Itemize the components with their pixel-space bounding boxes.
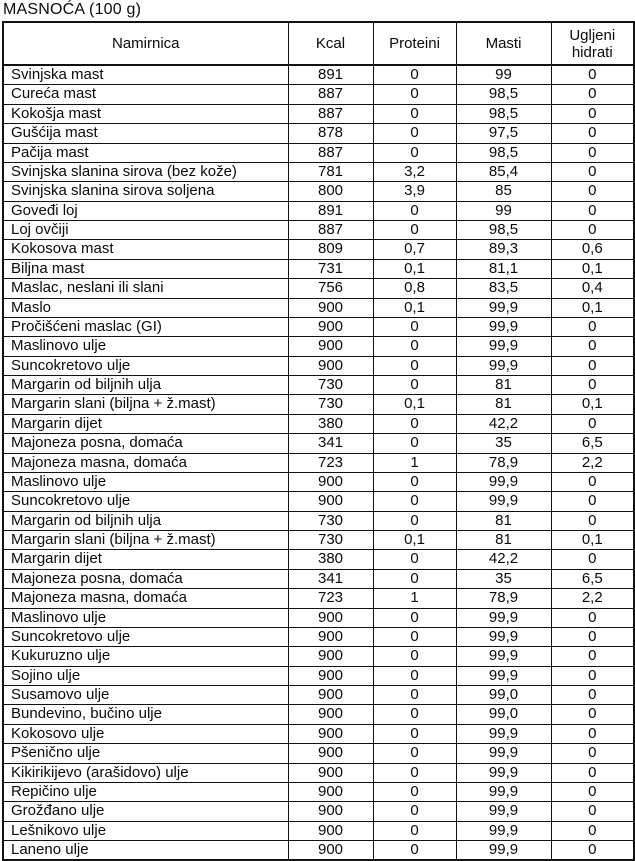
value-cell: 781	[288, 162, 373, 181]
value-cell: 0	[551, 104, 634, 123]
food-name-cell: Margarin dijet	[3, 414, 288, 433]
value-cell: 891	[288, 65, 373, 85]
food-name-cell: Cureća mast	[3, 85, 288, 104]
value-cell: 0	[373, 569, 456, 588]
food-name-cell: Svinjska mast	[3, 65, 288, 85]
table-row	[3, 550, 634, 569]
table-row	[3, 802, 634, 821]
value-cell: 0	[551, 356, 634, 375]
value-cell: 0	[551, 85, 634, 104]
value-cell: 0	[373, 85, 456, 104]
table-row	[3, 65, 634, 85]
value-cell: 81	[456, 395, 551, 414]
table-row	[3, 376, 634, 395]
value-cell: 98,5	[456, 143, 551, 162]
table-row	[3, 279, 634, 298]
table-row	[3, 821, 634, 840]
table-row	[3, 85, 634, 104]
value-cell: 0	[551, 337, 634, 356]
value-cell: 900	[288, 627, 373, 646]
table-row	[3, 744, 634, 763]
value-cell: 99,9	[456, 666, 551, 685]
value-cell: 99,9	[456, 627, 551, 646]
value-cell: 0	[373, 434, 456, 453]
value-cell: 99,9	[456, 337, 551, 356]
value-cell: 900	[288, 763, 373, 782]
value-cell: 3,2	[373, 162, 456, 181]
value-cell: 0	[373, 317, 456, 336]
food-name-cell: Majoneza masna, domaća	[3, 453, 288, 472]
table-row	[3, 434, 634, 453]
value-cell: 723	[288, 589, 373, 608]
value-cell: 99,9	[456, 472, 551, 491]
table-row	[3, 240, 634, 259]
value-cell: 2,2	[551, 589, 634, 608]
value-cell: 99,9	[456, 763, 551, 782]
value-cell: 0	[551, 744, 634, 763]
value-cell: 99	[456, 65, 551, 85]
value-cell: 0	[551, 124, 634, 143]
value-cell: 0	[373, 104, 456, 123]
value-cell: 81	[456, 511, 551, 530]
food-name-cell: Pačija mast	[3, 143, 288, 162]
table-row	[3, 608, 634, 627]
value-cell: 81	[456, 531, 551, 550]
food-name-cell: Suncokretovo ulje	[3, 627, 288, 646]
value-cell: 99,0	[456, 705, 551, 724]
value-cell: 900	[288, 472, 373, 491]
table-row	[3, 686, 634, 705]
food-name-cell: Susamovo ulje	[3, 686, 288, 705]
value-cell: 380	[288, 550, 373, 569]
value-cell: 900	[288, 666, 373, 685]
table-row	[3, 298, 634, 317]
value-cell: 1	[373, 589, 456, 608]
value-cell: 0	[551, 763, 634, 782]
food-name-cell: Svinjska slanina sirova soljena	[3, 182, 288, 201]
value-cell: 900	[288, 298, 373, 317]
table-row	[3, 511, 634, 530]
value-cell: 85,4	[456, 162, 551, 181]
value-cell: 731	[288, 259, 373, 278]
food-name-cell: Maslinovo ulje	[3, 608, 288, 627]
food-name-cell: Kokosova mast	[3, 240, 288, 259]
table-row	[3, 569, 634, 588]
value-cell: 0	[551, 802, 634, 821]
value-cell: 99	[456, 201, 551, 220]
value-cell: 0	[551, 821, 634, 840]
value-cell: 0	[373, 65, 456, 85]
table-row	[3, 724, 634, 743]
value-cell: 85	[456, 182, 551, 201]
value-cell: 0	[373, 472, 456, 491]
table-row	[3, 763, 634, 782]
food-name-cell: Sojino ulje	[3, 666, 288, 685]
value-cell: 887	[288, 104, 373, 123]
value-cell: 900	[288, 802, 373, 821]
value-cell: 78,9	[456, 453, 551, 472]
table-row	[3, 259, 634, 278]
value-cell: 900	[288, 841, 373, 861]
value-cell: 0	[551, 492, 634, 511]
table-row	[3, 492, 634, 511]
value-cell: 81	[456, 376, 551, 395]
food-name-cell: Biljna mast	[3, 259, 288, 278]
table-row	[3, 782, 634, 801]
table-row	[3, 221, 634, 240]
value-cell: 99,9	[456, 744, 551, 763]
value-cell: 0	[373, 414, 456, 433]
value-cell: 3,9	[373, 182, 456, 201]
nutrition-table	[2, 21, 635, 861]
value-cell: 0	[373, 337, 456, 356]
value-cell: 6,5	[551, 434, 634, 453]
value-cell: 900	[288, 821, 373, 840]
food-name-cell: Maslinovo ulje	[3, 337, 288, 356]
value-cell: 0	[373, 201, 456, 220]
column-header-masti: Masti	[456, 22, 551, 65]
food-name-cell: Maslinovo ulje	[3, 472, 288, 491]
value-cell: 42,2	[456, 414, 551, 433]
value-cell: 0,7	[373, 240, 456, 259]
table-row	[3, 182, 634, 201]
table-row	[3, 647, 634, 666]
table-row	[3, 395, 634, 414]
value-cell: 99,9	[456, 298, 551, 317]
value-cell: 0	[373, 550, 456, 569]
table-row	[3, 705, 634, 724]
column-header-ugljeni-hidrati: Ugljeni hidrati	[551, 22, 634, 65]
food-name-cell: Lešnikovo ulje	[3, 821, 288, 840]
table-row	[3, 201, 634, 220]
table-row	[3, 414, 634, 433]
value-cell: 35	[456, 434, 551, 453]
table-row	[3, 317, 634, 336]
table-body	[3, 65, 634, 860]
food-name-cell: Maslac, neslani ili slani	[3, 279, 288, 298]
value-cell: 900	[288, 492, 373, 511]
value-cell: 0	[373, 782, 456, 801]
value-cell: 0	[551, 221, 634, 240]
value-cell: 341	[288, 434, 373, 453]
value-cell: 6,5	[551, 569, 634, 588]
value-cell: 0	[551, 705, 634, 724]
value-cell: 0	[551, 201, 634, 220]
value-cell: 0	[551, 472, 634, 491]
table-row	[3, 841, 634, 861]
value-cell: 0,1	[551, 298, 634, 317]
table-row	[3, 453, 634, 472]
value-cell: 0	[373, 608, 456, 627]
food-name-cell: Suncokretovo ulje	[3, 356, 288, 375]
value-cell: 0	[373, 376, 456, 395]
value-cell: 78,9	[456, 589, 551, 608]
value-cell: 0	[373, 744, 456, 763]
value-cell: 0	[373, 511, 456, 530]
value-cell: 800	[288, 182, 373, 201]
value-cell: 0,1	[373, 259, 456, 278]
value-cell: 887	[288, 143, 373, 162]
value-cell: 900	[288, 686, 373, 705]
value-cell: 0	[551, 143, 634, 162]
value-cell: 0	[373, 492, 456, 511]
food-name-cell: Maslo	[3, 298, 288, 317]
food-name-cell: Kikirikijevo (arašidovo) ulje	[3, 763, 288, 782]
value-cell: 2,2	[551, 453, 634, 472]
food-name-cell: Repičino ulje	[3, 782, 288, 801]
food-name-cell: Goveđi loj	[3, 201, 288, 220]
value-cell: 0	[551, 414, 634, 433]
food-name-cell: Loj ovčiji	[3, 221, 288, 240]
value-cell: 98,5	[456, 221, 551, 240]
value-cell: 99,9	[456, 802, 551, 821]
value-cell: 730	[288, 511, 373, 530]
table-row	[3, 124, 634, 143]
value-cell: 900	[288, 337, 373, 356]
table-row	[3, 337, 634, 356]
value-cell: 0,1	[373, 531, 456, 550]
value-cell: 0	[551, 317, 634, 336]
food-name-cell: Svinjska slanina sirova (bez kože)	[3, 162, 288, 181]
value-cell: 0	[551, 724, 634, 743]
food-name-cell: Suncokretovo ulje	[3, 492, 288, 511]
value-cell: 0	[551, 182, 634, 201]
value-cell: 83,5	[456, 279, 551, 298]
table-row	[3, 627, 634, 646]
food-name-cell: Kukuruzno ulje	[3, 647, 288, 666]
food-name-cell: Kokosovo ulje	[3, 724, 288, 743]
food-name-cell: Margarin od biljnih ulja	[3, 376, 288, 395]
value-cell: 0	[551, 782, 634, 801]
value-cell: 756	[288, 279, 373, 298]
table-header-row	[3, 22, 634, 65]
value-cell: 97,5	[456, 124, 551, 143]
value-cell: 0	[551, 686, 634, 705]
value-cell: 0	[551, 608, 634, 627]
value-cell: 900	[288, 744, 373, 763]
value-cell: 0	[373, 686, 456, 705]
value-cell: 89,3	[456, 240, 551, 259]
column-header-namirnica: Namirnica	[3, 22, 288, 65]
value-cell: 0	[551, 647, 634, 666]
value-cell: 0	[551, 841, 634, 861]
value-cell: 0,1	[551, 395, 634, 414]
food-name-cell: Kokošja mast	[3, 104, 288, 123]
food-name-cell: Laneno ulje	[3, 841, 288, 861]
value-cell: 0,4	[551, 279, 634, 298]
value-cell: 99,9	[456, 724, 551, 743]
value-cell: 99,9	[456, 608, 551, 627]
value-cell: 1	[373, 453, 456, 472]
table-row	[3, 589, 634, 608]
value-cell: 0	[373, 221, 456, 240]
value-cell: 341	[288, 569, 373, 588]
food-name-cell: Majoneza posna, domaća	[3, 569, 288, 588]
table-row	[3, 666, 634, 685]
food-name-cell: Margarin slani (biljna + ž.mast)	[3, 531, 288, 550]
food-name-cell: Margarin od biljnih ulja	[3, 511, 288, 530]
column-header-proteini: Proteini	[373, 22, 456, 65]
food-name-cell: Margarin dijet	[3, 550, 288, 569]
value-cell: 900	[288, 782, 373, 801]
value-cell: 0	[373, 802, 456, 821]
value-cell: 0	[373, 356, 456, 375]
value-cell: 0,1	[373, 298, 456, 317]
value-cell: 900	[288, 705, 373, 724]
value-cell: 0	[373, 705, 456, 724]
value-cell: 0	[373, 724, 456, 743]
value-cell: 0	[373, 821, 456, 840]
value-cell: 99,9	[456, 356, 551, 375]
value-cell: 900	[288, 724, 373, 743]
value-cell: 35	[456, 569, 551, 588]
table-row	[3, 104, 634, 123]
value-cell: 900	[288, 317, 373, 336]
value-cell: 900	[288, 647, 373, 666]
value-cell: 99,9	[456, 821, 551, 840]
value-cell: 99,0	[456, 686, 551, 705]
value-cell: 0	[373, 666, 456, 685]
value-cell: 900	[288, 608, 373, 627]
value-cell: 730	[288, 376, 373, 395]
food-name-cell: Margarin slani (biljna + ž.mast)	[3, 395, 288, 414]
value-cell: 0	[551, 550, 634, 569]
value-cell: 730	[288, 531, 373, 550]
value-cell: 0,8	[373, 279, 456, 298]
table-row	[3, 356, 634, 375]
value-cell: 98,5	[456, 104, 551, 123]
table-row	[3, 162, 634, 181]
value-cell: 99,9	[456, 492, 551, 511]
value-cell: 380	[288, 414, 373, 433]
value-cell: 887	[288, 221, 373, 240]
food-name-cell: Grožđano ulje	[3, 802, 288, 821]
value-cell: 809	[288, 240, 373, 259]
value-cell: 0	[551, 65, 634, 85]
food-name-cell: Pšenično ulje	[3, 744, 288, 763]
table-row	[3, 472, 634, 491]
page-title: MASNOĆA (100 g)	[3, 1, 142, 18]
value-cell: 0	[373, 841, 456, 861]
value-cell: 42,2	[456, 550, 551, 569]
value-cell: 0	[373, 627, 456, 646]
value-cell: 0	[373, 647, 456, 666]
value-cell: 99,9	[456, 647, 551, 666]
food-name-cell: Pročišćeni maslac (GI)	[3, 317, 288, 336]
value-cell: 81,1	[456, 259, 551, 278]
value-cell: 900	[288, 356, 373, 375]
value-cell: 891	[288, 201, 373, 220]
value-cell: 0,6	[551, 240, 634, 259]
value-cell: 0	[551, 627, 634, 646]
value-cell: 0,1	[551, 259, 634, 278]
value-cell: 98,5	[456, 85, 551, 104]
value-cell: 0	[373, 763, 456, 782]
value-cell: 0	[551, 511, 634, 530]
value-cell: 0,1	[373, 395, 456, 414]
food-name-cell: Gušćija mast	[3, 124, 288, 143]
column-header-kcal: Kcal	[288, 22, 373, 65]
value-cell: 0	[373, 143, 456, 162]
table-row	[3, 143, 634, 162]
food-name-cell: Bundevino, bučino ulje	[3, 705, 288, 724]
value-cell: 99,9	[456, 841, 551, 861]
value-cell: 0,1	[551, 531, 634, 550]
table-row	[3, 531, 634, 550]
value-cell: 730	[288, 395, 373, 414]
food-name-cell: Majoneza masna, domaća	[3, 589, 288, 608]
value-cell: 0	[373, 124, 456, 143]
value-cell: 878	[288, 124, 373, 143]
value-cell: 99,9	[456, 782, 551, 801]
value-cell: 723	[288, 453, 373, 472]
value-cell: 0	[551, 666, 634, 685]
value-cell: 0	[551, 376, 634, 395]
value-cell: 0	[551, 162, 634, 181]
food-name-cell: Majoneza posna, domaća	[3, 434, 288, 453]
value-cell: 887	[288, 85, 373, 104]
value-cell: 99,9	[456, 317, 551, 336]
